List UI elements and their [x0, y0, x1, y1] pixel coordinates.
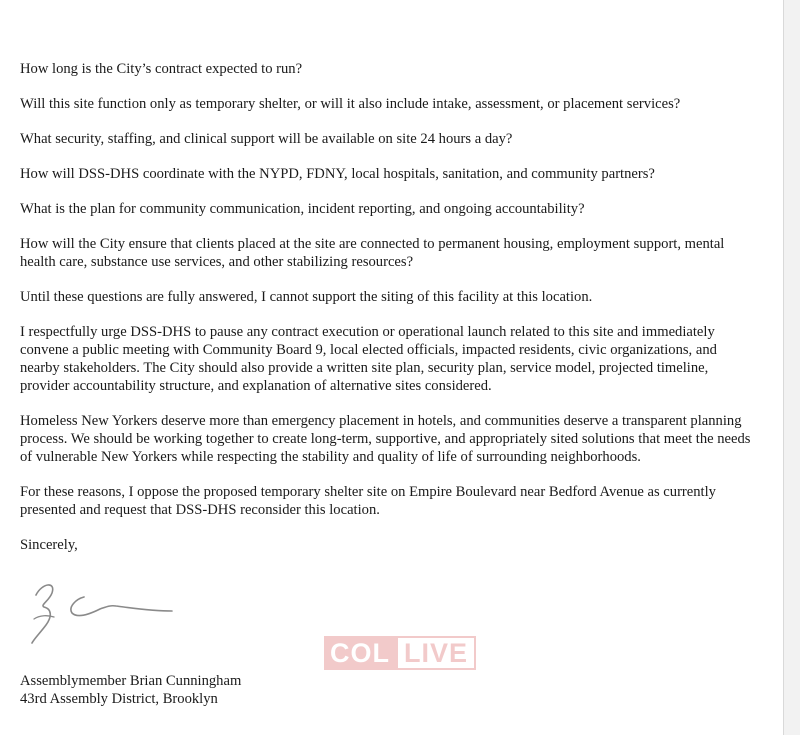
- paragraph-site-function: Will this site function only as temporary shelter, or will it also include intake, assessment, or placement services?: [20, 96, 681, 112]
- closing-salutation: Sincerely,: [20, 537, 78, 553]
- paragraph-communication-plan: What is the plan for community communication, incident reporting, and ongoing accountability?: [20, 201, 585, 217]
- paragraph-security-staffing: What security, staffing, and clinical support will be available on site 24 hours a day?: [20, 131, 513, 147]
- paragraph-coordination: How will DSS-DHS coordinate with the NYPD, FDNY, local hospitals, sanitation, and community partners?: [20, 166, 655, 182]
- paragraph-contract-duration: How long is the City’s contract expected to run?: [20, 61, 303, 77]
- paragraph-position: Until these questions are fully answered, I cannot support the siting of this facility at this location.: [20, 289, 593, 305]
- handwritten-signature: [22, 575, 182, 650]
- page-edge: [783, 0, 800, 735]
- collive-watermark: [324, 636, 474, 670]
- paragraph-client-services: How will the City ensure that clients placed at the site are connected to permanent housing, employment support, mental health care, substance use services, and other stabilizing resources?: [20, 236, 725, 270]
- signatory-name: Assemblymember Brian Cunningham: [20, 673, 242, 689]
- watermark-live: LIVE: [396, 636, 476, 670]
- paragraph-request: I respectfully urge DSS-DHS to pause any contract execution or operational launch related to this site and immediately convene a public meeting with Community Board 9, local elected officials, impacted residents, civic organizations, and nearby stakeholders. The City should also provide a written site plan, security plan, service model, projected timeline, provider accountability structure, and explanation of alternative sites considered.: [20, 324, 717, 394]
- paragraph-homeless-new-yorkers: Homeless New Yorkers deserve more than emergency placement in hotels, and communities deserve a transparent planning process. We should be working together to create long-term, supportive, and appropriately sited solutions that meet the needs of vulnerable New Yorkers while respecting the stability and quality of life of surrounding neighborhoods.: [20, 413, 751, 465]
- letter-body: [20, 60, 760, 554]
- paragraph-opposition: For these reasons, I oppose the proposed temporary shelter site on Empire Boulevard near Bedford Avenue as currently presented and request that DSS-DHS reconsider this location.: [20, 484, 716, 518]
- signatory-district: 43rd Assembly District, Brooklyn: [20, 691, 218, 707]
- watermark-col: COL: [324, 636, 396, 670]
- signature-block: [20, 672, 241, 708]
